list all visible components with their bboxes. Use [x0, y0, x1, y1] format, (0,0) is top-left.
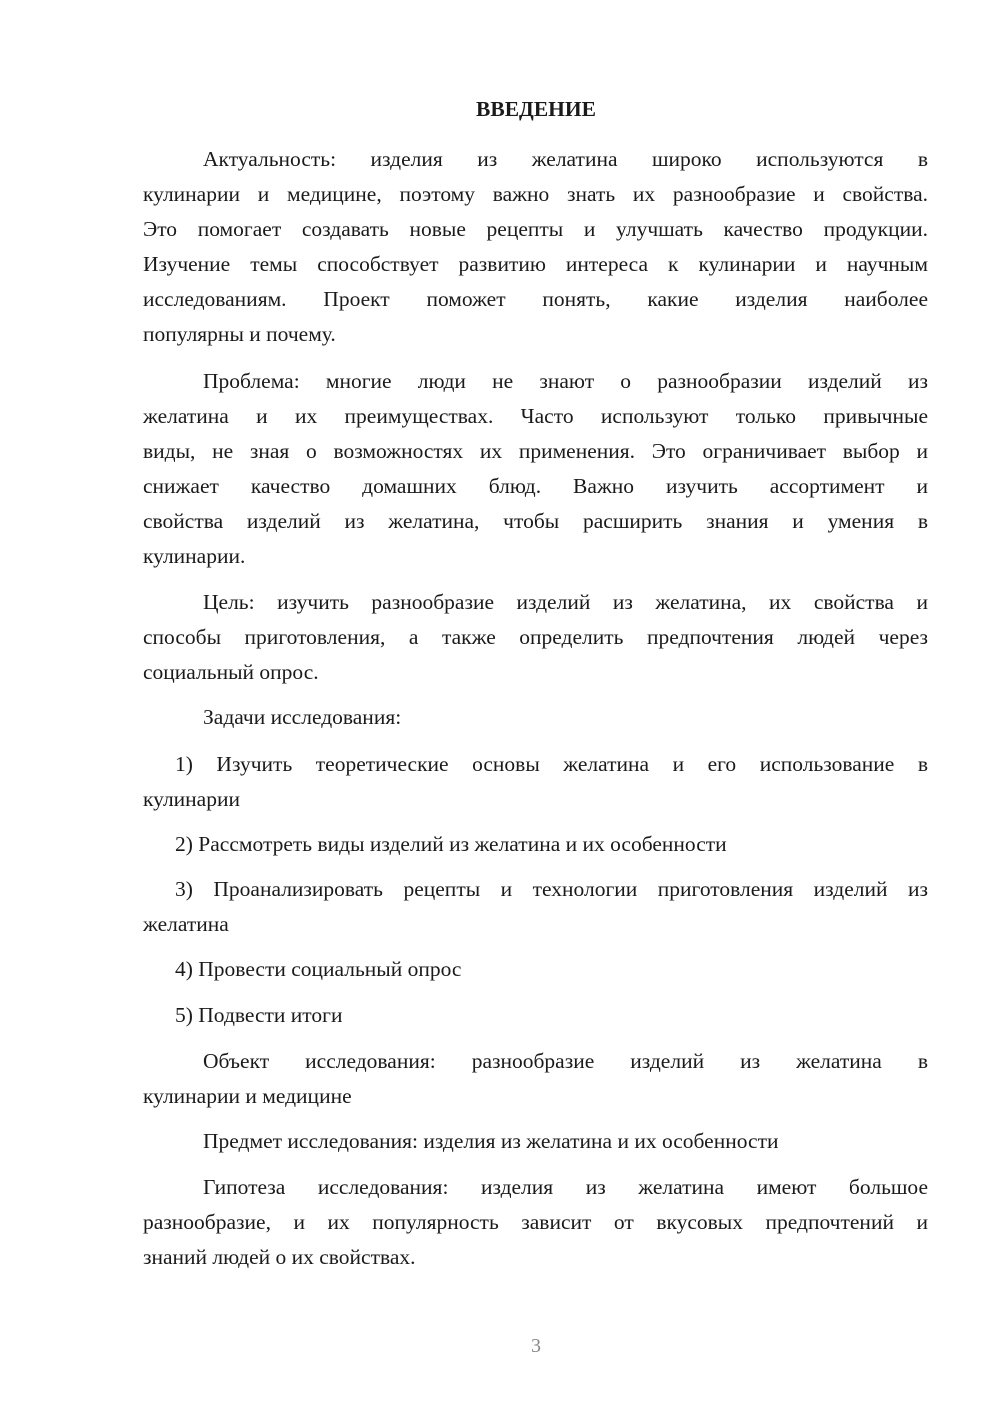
text-line: желатина и их преимуществах. Часто используют только привычные	[143, 404, 928, 428]
text-line: кулинарии	[143, 787, 240, 811]
text-line: социальный опрос.	[143, 660, 319, 684]
text-line: кулинарии и медицине	[143, 1084, 352, 1108]
text-line: кулинарии.	[143, 544, 246, 568]
text-line: желатина	[143, 912, 229, 936]
text-line: Гипотеза исследования: изделия из желатина имеют большое	[203, 1175, 928, 1199]
text-line: способы приготовления, а также определить предпочтения людей через	[143, 625, 928, 649]
object-paragraph	[143, 1044, 928, 1114]
text-line: 5) Подвести итоги	[175, 1003, 343, 1027]
text-line: 1) Изучить теоретические основы желатина и его использование в	[175, 752, 928, 776]
text-line: Это помогает создавать новые рецепты и улучшать качество продукции.	[143, 217, 928, 241]
text-line: Объект исследования: разнообразие изделий из желатина в	[203, 1049, 928, 1073]
text-line: 4) Провести социальный опрос	[175, 957, 462, 981]
subject-paragraph	[143, 1124, 928, 1159]
text-line: Задачи исследования:	[203, 705, 402, 729]
text-line: 2) Рассмотреть виды изделий из желатина и их особенности	[175, 832, 727, 856]
task-item-4	[143, 952, 928, 987]
text-line: популярны и почему.	[143, 322, 336, 346]
tasks-heading	[143, 700, 928, 735]
text-line: свойства изделий из желатина, чтобы расширить знания и умения в	[143, 509, 928, 533]
text-line: Проблема: многие люди не знают о разнообразии изделий из	[203, 369, 928, 393]
hypothesis-paragraph	[143, 1170, 928, 1275]
text-line: знаний людей о их свойствах.	[143, 1245, 416, 1269]
task-item-3	[143, 872, 928, 942]
page-number: 3	[531, 1335, 541, 1357]
task-item-1	[143, 747, 928, 817]
text-line: 3) Проанализировать рецепты и технологии приготовления изделий из	[175, 877, 928, 901]
section-title: ВВЕДЕНИЕ	[476, 97, 596, 121]
text-line: Предмет исследования: изделия из желатина и их особенности	[203, 1129, 779, 1153]
relevance-paragraph	[143, 142, 928, 352]
text-line: Актуальность: изделия из желатина широко используются в	[203, 147, 928, 171]
task-item-2	[143, 827, 928, 862]
problem-paragraph	[143, 364, 928, 574]
text-line: снижает качество домашних блюд. Важно изучить ассортимент и	[143, 474, 928, 498]
text-line: виды, не зная о возможностях их применения. Это ограничивает выбор и	[143, 439, 928, 463]
text-line: разнообразие, и их популярность зависит от вкусовых предпочтений и	[143, 1210, 928, 1234]
text-line: Изучение темы способствует развитию интереса к кулинарии и научным	[143, 252, 928, 276]
text-line: кулинарии и медицине, поэтому важно знать их разнообразие и свойства.	[143, 182, 928, 206]
text-line: исследованиям. Проект поможет понять, какие изделия наиболее	[143, 287, 928, 311]
text-line: Цель: изучить разнообразие изделий из желатина, их свойства и	[203, 590, 928, 614]
goal-paragraph	[143, 585, 928, 690]
task-item-5	[143, 998, 928, 1033]
